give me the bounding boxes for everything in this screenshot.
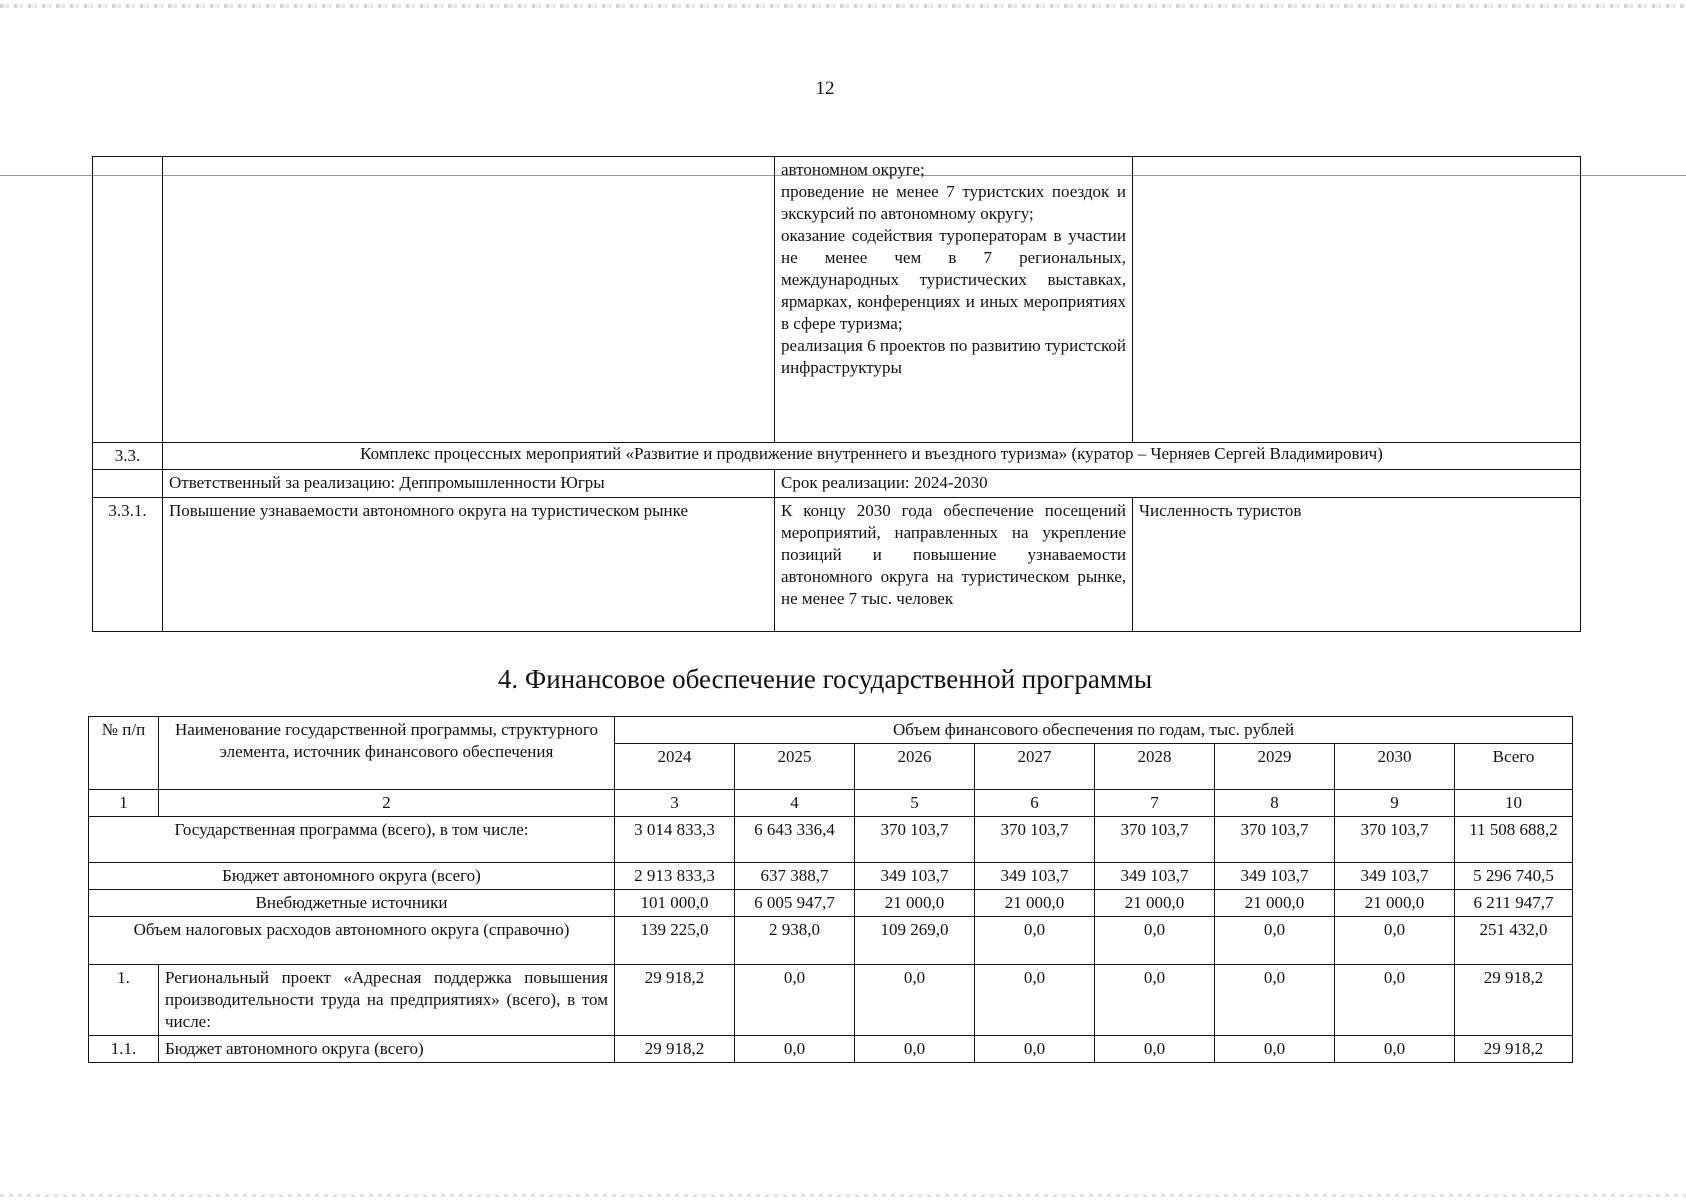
row-number: 1.1. xyxy=(89,1036,159,1063)
column-numbers-row xyxy=(89,790,1573,817)
header-row xyxy=(89,717,1573,744)
col-number: 8 xyxy=(1215,790,1335,817)
value-cell: 0,0 xyxy=(975,917,1095,965)
header-volume: Объем финансового обеспечения по годам, тыс. рублей xyxy=(615,717,1573,744)
scan-edge-bottom xyxy=(0,1194,1686,1197)
finance-table xyxy=(88,716,1573,1063)
value-cell: 0,0 xyxy=(735,965,855,1036)
value-cell: 101 000,0 xyxy=(615,890,735,917)
value-cell: 370 103,7 xyxy=(855,817,975,863)
table-row xyxy=(89,863,1573,890)
value-cell: 0,0 xyxy=(975,1036,1095,1063)
year-header: 2025 xyxy=(735,744,855,790)
row-number: 3.3.1. xyxy=(93,498,163,632)
value-cell: 6 005 947,7 xyxy=(735,890,855,917)
col-number: 5 xyxy=(855,790,975,817)
col-number: 9 xyxy=(1335,790,1455,817)
table-row-responsible xyxy=(93,470,1581,498)
value-cell: 370 103,7 xyxy=(1095,817,1215,863)
col-number: 4 xyxy=(735,790,855,817)
value-cell: 349 103,7 xyxy=(1335,863,1455,890)
value-cell: 349 103,7 xyxy=(1215,863,1335,890)
row-name: Региональный проект «Адресная поддержка повышения производительности труда на предприятиях» (всего), в том числе: xyxy=(159,965,615,1036)
value-cell: 370 103,7 xyxy=(1335,817,1455,863)
value-cell: 29 918,2 xyxy=(1455,1036,1573,1063)
value-cell: 29 918,2 xyxy=(1455,965,1573,1036)
value-cell: 21 000,0 xyxy=(1215,890,1335,917)
value-cell: 6 643 336,4 xyxy=(735,817,855,863)
task-cell: Повышение узнаваемости автономного округа на туристическом рынке xyxy=(163,498,775,632)
value-cell: 2 913 833,3 xyxy=(615,863,735,890)
header-name: Наименование государственной программы, структурного элемента, источник финансового обеспечения xyxy=(159,717,615,790)
table-row xyxy=(89,965,1573,1036)
value-cell: 6 211 947,7 xyxy=(1455,890,1573,917)
year-header: 2030 xyxy=(1335,744,1455,790)
col-number: 1 xyxy=(89,790,159,817)
col-number: 10 xyxy=(1455,790,1573,817)
value-cell: 637 388,7 xyxy=(735,863,855,890)
year-header: 2029 xyxy=(1215,744,1335,790)
table-row xyxy=(93,157,1581,443)
table-row xyxy=(89,817,1573,863)
value-cell: 5 296 740,5 xyxy=(1455,863,1573,890)
value-cell: 21 000,0 xyxy=(1095,890,1215,917)
table-row xyxy=(89,890,1573,917)
col-number: 6 xyxy=(975,790,1095,817)
total-header: Всего xyxy=(1455,744,1573,790)
value-cell: 29 918,2 xyxy=(615,1036,735,1063)
value-cell: 0,0 xyxy=(1335,1036,1455,1063)
table-row-3-3-1 xyxy=(93,498,1581,632)
scan-edge-top xyxy=(0,4,1686,8)
row-name: Внебюджетные источники xyxy=(89,890,615,917)
page-number: 12 xyxy=(815,78,835,99)
row-number: 3.3. xyxy=(93,443,163,470)
value-cell: 0,0 xyxy=(1095,965,1215,1036)
value-cell: 3 014 833,3 xyxy=(615,817,735,863)
value-cell: 0,0 xyxy=(1335,917,1455,965)
col-number: 7 xyxy=(1095,790,1215,817)
section-title: 4. Финансовое обеспечение государственной программы xyxy=(497,664,1153,694)
value-cell: 349 103,7 xyxy=(975,863,1095,890)
row-number: 1. xyxy=(89,965,159,1036)
header-num: № п/п xyxy=(89,717,159,790)
term-cell: Срок реализации: 2024-2030 xyxy=(775,470,1581,498)
row-name: Государственная программа (всего), в том числе: xyxy=(89,817,615,863)
value-cell: 0,0 xyxy=(1215,1036,1335,1063)
year-header: 2027 xyxy=(975,744,1095,790)
value-cell: 349 103,7 xyxy=(1095,863,1215,890)
continuation-results-cell: автономном округе; проведение не менее 7 туристских поездок и экскурсий по автономному округу; оказание содействия туроператорам в участии не менее чем в 7 региональных, международных туристических выставках, ярмарках, конференциях и иных мероприятиях в сфере туризма; реализация 6 проектов по развитию туристской инфраструктуры xyxy=(775,157,1133,443)
col-number: 2 xyxy=(159,790,615,817)
value-cell: 251 432,0 xyxy=(1455,917,1573,965)
row-name: Бюджет автономного округа (всего) xyxy=(89,863,615,890)
complex-title: Комплекс процессных мероприятий «Развитие и продвижение внутреннего и въездного туризма» (куратор – Черняев Сергей Владимирович) xyxy=(163,443,1581,470)
year-header: 2024 xyxy=(615,744,735,790)
value-cell: 370 103,7 xyxy=(1215,817,1335,863)
value-cell: 139 225,0 xyxy=(615,917,735,965)
row-name: Бюджет автономного округа (всего) xyxy=(159,1036,615,1063)
value-cell: 370 103,7 xyxy=(975,817,1095,863)
value-cell: 349 103,7 xyxy=(855,863,975,890)
year-header: 2026 xyxy=(855,744,975,790)
value-cell: 21 000,0 xyxy=(1335,890,1455,917)
col-number: 3 xyxy=(615,790,735,817)
value-cell: 29 918,2 xyxy=(615,965,735,1036)
year-header: 2028 xyxy=(1095,744,1215,790)
value-cell: 11 508 688,2 xyxy=(1455,817,1573,863)
responsible-cell: Ответственный за реализацию: Деппромышленности Югры xyxy=(163,470,775,498)
value-cell: 0,0 xyxy=(975,965,1095,1036)
value-cell: 2 938,0 xyxy=(735,917,855,965)
value-cell: 0,0 xyxy=(1095,917,1215,965)
table-row xyxy=(89,917,1573,965)
table-row-3-3 xyxy=(93,443,1581,470)
value-cell: 21 000,0 xyxy=(855,890,975,917)
objectives-table xyxy=(92,156,1581,632)
value-cell: 0,0 xyxy=(1095,1036,1215,1063)
row-name: Объем налоговых расходов автономного округа (справочно) xyxy=(89,917,615,965)
result-cell: К концу 2030 года обеспечение посещений мероприятий, направленных на укрепление позиций и повышение узнаваемости автономного округа на туристическом рынке, не менее 7 тыс. человек xyxy=(775,498,1133,632)
value-cell: 109 269,0 xyxy=(855,917,975,965)
value-cell: 0,0 xyxy=(855,965,975,1036)
indicator-cell: Численность туристов xyxy=(1133,498,1581,632)
value-cell: 21 000,0 xyxy=(975,890,1095,917)
value-cell: 0,0 xyxy=(1335,965,1455,1036)
value-cell: 0,0 xyxy=(855,1036,975,1063)
table-row xyxy=(89,1036,1573,1063)
value-cell: 0,0 xyxy=(735,1036,855,1063)
value-cell: 0,0 xyxy=(1215,917,1335,965)
value-cell: 0,0 xyxy=(1215,965,1335,1036)
